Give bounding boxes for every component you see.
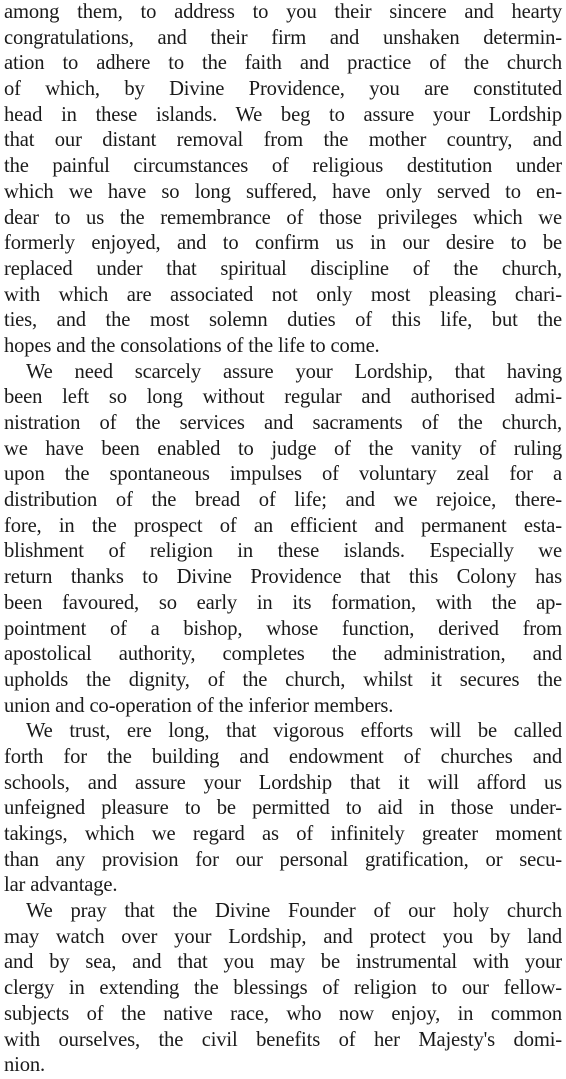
text-line: replaced under that spiritual discipline of the church, — [4, 257, 562, 280]
text-line: nion. — [4, 1054, 46, 1077]
text-line: than any provision for our personal gratification, or secu- — [4, 848, 562, 871]
text-line: fore, in the prospect of an efficient and permanent esta- — [4, 514, 562, 537]
text-line: we have been enabled to judge of the vanity of ruling — [4, 437, 562, 460]
text-line: We trust, ere long, that vigorous efforts will be called — [26, 720, 562, 743]
text-line: ation to adhere to the faith and practice of the church — [4, 52, 562, 75]
paragraph-churches-schools — [4, 719, 562, 899]
text-line: schools, and assure your Lordship that it will afford us — [4, 771, 562, 794]
text-line: clergy in extending the blessings of religion to our fellow- — [4, 977, 562, 1000]
text-line: union and co-operation of the inferior members. — [4, 694, 394, 717]
text-line: blishment of religion in these islands. Especially we — [4, 540, 562, 563]
text-line: takings, which we regard as of infinitely greater moment — [4, 823, 562, 845]
text-line: formerly enjoyed, and to confirm us in our desire to be — [4, 232, 562, 255]
text-line: with ourselves, the civil benefits of her Majesty's domi- — [4, 1028, 562, 1051]
text-line: upholds the dignity, of the church, whilst it secures the — [4, 668, 562, 691]
text-line: that our distant removal from the mother country, and — [4, 129, 562, 152]
paragraph-administration — [4, 360, 562, 720]
document-page — [4, 0, 562, 1077]
text-line: We pray that the Divine Founder of our holy church — [26, 900, 562, 923]
text-line: lar advantage. — [4, 874, 118, 897]
text-line: and by sea, and that you may be instrumental with your — [4, 951, 562, 974]
text-line: ties, and the most solemn duties of this life, but the — [4, 309, 562, 332]
text-line: pointment of a bishop, whose function, derived from — [4, 617, 562, 640]
text-line: with which are associated not only most pleasing chari- — [4, 283, 562, 306]
text-line: the painful circumstances of religious destitution under — [4, 155, 562, 178]
text-line: subjects of the native race, who now enjoy, in common — [4, 1002, 562, 1025]
text-line: may watch over your Lordship, and protect you by land — [4, 925, 562, 948]
text-line: of which, by Divine Providence, you are constituted — [4, 78, 562, 101]
text-line: distribution of the bread of life; and we rejoice, there- — [4, 489, 562, 512]
text-line: hopes and the consolations of the life to come. — [4, 334, 380, 357]
text-line: nistration of the services and sacraments of the church, — [4, 412, 562, 434]
paragraph-prayer — [4, 899, 562, 1079]
text-line: among them, to address to you their sincere and hearty — [4, 1, 562, 23]
paragraph-congratulations — [4, 0, 562, 360]
text-line: forth for the building and endowment of churches and — [4, 745, 562, 768]
text-line: apostolical authority, completes the administration, and — [4, 643, 562, 666]
text-line: unfeigned pleasure to be permitted to aid in those under- — [4, 797, 562, 820]
text-line: head in these islands. We beg to assure your Lordship — [4, 103, 562, 126]
text-line: We need scarcely assure your Lordship, that having — [26, 360, 562, 383]
text-line: which we have so long suffered, have only served to en- — [4, 180, 562, 203]
text-line: return thanks to Divine Providence that this Colony has — [4, 566, 562, 589]
text-line: been left so long without regular and authorised admi- — [4, 386, 562, 409]
text-line: upon the spontaneous impulses of voluntary zeal for a — [4, 463, 562, 486]
text-line: congratulations, and their firm and unshaken determin- — [4, 26, 562, 49]
text-line: dear to us the remembrance of those privileges which we — [4, 206, 562, 229]
text-line: been favoured, so early in its formation, with the ap- — [4, 591, 562, 614]
